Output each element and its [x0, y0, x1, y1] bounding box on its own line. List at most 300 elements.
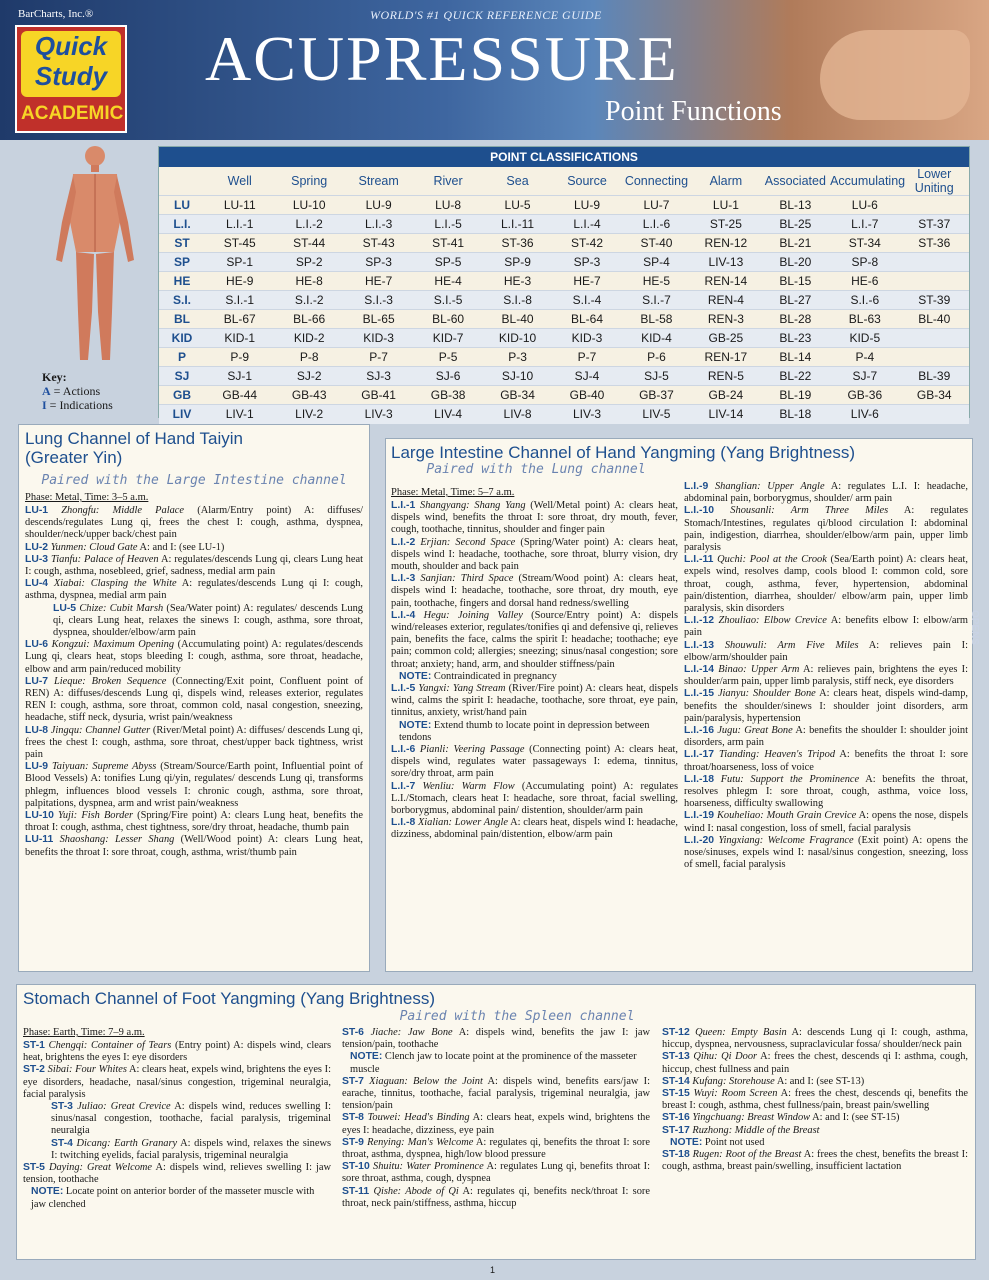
- point-entry: [25, 761, 363, 810]
- table-cell: LU-11: [205, 196, 274, 215]
- point-name: Renying: Man's Welcome: [367, 1136, 474, 1148]
- publisher-name: BarCharts, Inc.®: [18, 8, 94, 20]
- point-name: Xialian: Lower Angle: [417, 817, 508, 829]
- point-code: LU-4: [25, 578, 49, 590]
- point-text: A: dispels wind, benefits the jaw I: jaw tension/pain, toothache: [342, 1027, 650, 1051]
- point-name: Xiaguan: Below the Joint: [369, 1075, 483, 1087]
- row-header: HE: [159, 272, 205, 291]
- table-cell: LIV-3: [552, 405, 621, 424]
- table-cell: ST-42: [552, 234, 621, 253]
- table-cell: HE-8: [274, 272, 343, 291]
- key-i-letter: I: [42, 398, 47, 412]
- key-a-text: = Actions: [50, 384, 101, 398]
- table-cell: SJ-4: [552, 367, 621, 386]
- table-cell: [900, 329, 969, 348]
- table-cell: BL-23: [761, 329, 830, 348]
- point-text: A: benefits the throat, resolves phlegm I: sore throat, cough, asthma, voice loss, hoarseness, difficulty swallowing: [684, 773, 968, 810]
- point-text: (Accumulating point) A: regulates L.I./Stomach, clears heat I: headache, sore throat, facial swelling, borborygmus, abdominal pain/ distention, shoulder/arm pain: [391, 780, 678, 817]
- point-code: L.I.-19: [684, 810, 715, 822]
- table-cell: KID-4: [622, 329, 691, 348]
- point-entry: [342, 1027, 650, 1051]
- table-row: [159, 196, 969, 215]
- table-cell: BL-67: [205, 310, 274, 329]
- table-cell: BL-25: [761, 215, 830, 234]
- point-code: L.I.-14: [684, 664, 715, 676]
- point-name: Yingxiang: Welcome Fragrance: [718, 834, 854, 846]
- point-code: LU-8: [25, 724, 49, 736]
- table-cell: L.I.-7: [830, 215, 899, 234]
- point-text: A: opens the nose, dispels wind I: nasal congestion, loss of smell, facial paralysis: [684, 810, 969, 834]
- point-code: ST-13: [662, 1051, 690, 1063]
- point-code: L.I.-10: [684, 505, 715, 517]
- stomach-column-1: [23, 1023, 331, 1211]
- table-cell: L.I.-1: [205, 215, 274, 234]
- point-space: [714, 640, 725, 651]
- point-text: A: dispels wind, benefits ears/jaw I: earache, tinnitus, toothache, facial paralysis, trigeminal neuralgia, jaw tension/pain: [342, 1075, 650, 1112]
- table-cell: BL-15: [761, 272, 830, 291]
- stomach-column-3: [662, 1027, 968, 1173]
- table-cell: S.I.-3: [344, 291, 413, 310]
- point-entry: [342, 1112, 650, 1136]
- point-name: Jingqu: Channel Gutter: [50, 724, 151, 736]
- point-text: A: regulates Stomach/Intestines, regulates qi/blood circulation I: abdominal pain, indigestion, diarrhea, shoulder/elbow/arm pain, upper limb paralysis: [684, 505, 968, 554]
- table-cell: LU-7: [622, 196, 691, 215]
- row-header: LU: [159, 196, 205, 215]
- note-item: [391, 671, 678, 683]
- stomach-column-2: [342, 1027, 650, 1210]
- table-cell: L.I.-11: [483, 215, 552, 234]
- point-entry: [23, 1064, 331, 1101]
- table-cell: ST-36: [483, 234, 552, 253]
- point-code: L.I.-4: [391, 609, 416, 621]
- table-cell: GB-41: [344, 386, 413, 405]
- point-text: A: benefits elbow I: elbow/arm pain: [684, 615, 968, 639]
- key-legend: [42, 370, 113, 412]
- table-cell: REN-12: [691, 234, 760, 253]
- table-cell: HE-5: [622, 272, 691, 291]
- point-text: A: frees the chest, descends qi I: asthma, cough, hiccup, chest fullness and pain: [662, 1051, 968, 1075]
- table-cell: S.I.-8: [483, 291, 552, 310]
- lung-paired: Paired with the Large Intestine channel: [41, 473, 347, 488]
- table-cell: SJ-6: [413, 367, 482, 386]
- point-entry: [662, 1112, 968, 1124]
- point-text: (Spring/Fire point) A: clears Lung heat, benefits the throat I: cough, asthma, chest tightness, sore/dry throat, headache, thumb pain: [25, 810, 363, 834]
- table-cell: BL-13: [761, 196, 830, 215]
- note-item: [23, 1186, 331, 1210]
- table-cell: KID-2: [274, 329, 343, 348]
- table-cell: SP-1: [205, 253, 274, 272]
- li-paired: Paired with the Lung channel: [426, 462, 646, 477]
- column-header: Accumulating: [830, 174, 906, 188]
- table-cell: SJ-1: [205, 367, 274, 386]
- point-name: Zhongfu: Middle Palace: [61, 505, 185, 516]
- table-row: [159, 367, 969, 386]
- point-code: ST-1: [23, 1040, 45, 1051]
- page-title: ACUPRESSURE: [205, 23, 679, 94]
- table-cell: BL-21: [761, 234, 830, 253]
- table-cell: P-7: [344, 348, 413, 367]
- table-cell: HE-7: [552, 272, 621, 291]
- li-column-1: [391, 483, 678, 842]
- table-cell: P-5: [413, 348, 482, 367]
- table-cell: LIV-4: [413, 405, 482, 424]
- point-text: A: clears heat, expels wind, brightens the eyes I: headache, dizziness, eye pain: [342, 1112, 650, 1136]
- point-text: (Source/Entry point) A: dispels wind/releases exterior, regulates/tonifies qi and defensive qi, relieves pain, benefits the face, calms the spirit I: headache; toothache; eye pain; common cold; allergies; sneezing; sinus/nasal congestion; sore throat; anxiety; hand, arm, and shoulder stiffness/pain: [391, 609, 678, 670]
- point-entry: [23, 1138, 331, 1162]
- point-entry: [684, 725, 968, 749]
- point-text: A: dispels wind, reduces swelling I: sinus/nasal congestion, toothache, facial paralysis, trigeminal neuralgia: [51, 1101, 332, 1137]
- table-cell: LU-9: [552, 196, 621, 215]
- point-code: ST-3: [51, 1101, 73, 1113]
- point-space: [415, 610, 423, 621]
- point-name: Kufang: Storehouse: [692, 1075, 775, 1087]
- point-text: A: regulates qi, benefits neck/throat I: sore throat, neck pain/stiffness, asthma, hiccup: [342, 1185, 650, 1209]
- table-cell: SP-4: [622, 253, 691, 272]
- table-row: [159, 272, 969, 291]
- table-cell: SP-3: [344, 253, 413, 272]
- table-cell: SJ-10: [483, 367, 552, 386]
- column-header: River: [433, 174, 463, 188]
- stomach-phase: Phase: Earth, Time: 7–9 a.m.: [23, 1027, 145, 1038]
- point-code: L.I.-6: [391, 744, 416, 756]
- classifications-title: POINT CLASSIFICATIONS: [159, 147, 969, 167]
- point-name: Tianfu: Palace of Heaven: [51, 553, 159, 565]
- point-space: [714, 774, 721, 785]
- table-row: [159, 215, 969, 234]
- point-name: Kouheliao: Mouth Grain Crevice: [716, 810, 857, 822]
- column-header: Stream: [358, 174, 399, 188]
- point-name: Sibai: Four Whites: [47, 1064, 127, 1076]
- row-header: SP: [159, 253, 205, 272]
- lung-phase: Phase: Metal, Time: 3–5 a.m.: [25, 492, 149, 503]
- note-label: NOTE:: [399, 719, 432, 731]
- point-text: A: clears heat, dispels wind-damp, benefits the shoulder/sinews I: shoulder joint disorders, arm pain/paralysis, hypertension: [684, 688, 968, 724]
- table-row: [159, 329, 969, 348]
- table-cell: LIV-14: [691, 405, 760, 424]
- table-cell: KID-1: [205, 329, 274, 348]
- point-name: Pianli: Veering Passage: [419, 744, 525, 756]
- table-cell: LU-1: [691, 196, 760, 215]
- table-cell: L.I.-2: [274, 215, 343, 234]
- table-cell: SP-9: [483, 253, 552, 272]
- table-cell: HE-6: [830, 272, 899, 291]
- note-label: NOTE:: [31, 1186, 64, 1198]
- table-cell: P-8: [274, 348, 343, 367]
- point-code: LU-6: [25, 639, 49, 651]
- table-cell: ST-37: [900, 215, 969, 234]
- page-subtitle: Point Functions: [605, 96, 782, 127]
- point-entry: [25, 578, 363, 602]
- point-entry: [391, 500, 678, 537]
- point-code: LU-10: [25, 810, 54, 822]
- row-header: P: [159, 348, 205, 367]
- point-name: Shuitu: Water Prominence: [373, 1161, 484, 1173]
- point-code: ST-14: [662, 1075, 690, 1087]
- row-header: S.I.: [159, 291, 205, 310]
- table-cell: SP-3: [552, 253, 621, 272]
- point-code: ST-12: [662, 1027, 690, 1038]
- column-header: Associated: [764, 174, 826, 188]
- key-i-text: = Indications: [46, 398, 113, 412]
- point-entry: [23, 1162, 331, 1186]
- table-cell: GB-37: [622, 386, 691, 405]
- point-text: A: regulates Lung qi, benefits throat I: sore throat, asthma, cough, dyspnea: [342, 1161, 651, 1185]
- table-cell: LIV-3: [344, 405, 413, 424]
- point-name: Chengqi: Container of Tears: [48, 1040, 172, 1051]
- table-cell: L.I.-5: [413, 215, 482, 234]
- point-name: Yingchuang: Breast Window: [692, 1112, 811, 1124]
- point-text: A: relieves pain I: elbow/arm/shoulder pain: [684, 639, 968, 663]
- point-entry: [25, 639, 363, 676]
- table-cell: LIV-2: [274, 405, 343, 424]
- point-code: L.I.-5: [391, 683, 416, 695]
- table-cell: LIV-1: [205, 405, 274, 424]
- logo-line1: Quick: [34, 31, 108, 61]
- point-name: Erjian: Second Space: [420, 536, 516, 548]
- point-code: L.I.-18: [684, 773, 715, 785]
- point-entry: [662, 1088, 968, 1112]
- table-cell: LIV-8: [483, 405, 552, 424]
- point-entry: [23, 1101, 331, 1138]
- table-cell: GB-34: [483, 386, 552, 405]
- table-cell: GB-34: [900, 386, 969, 405]
- table-cell: KID-7: [413, 329, 482, 348]
- point-code: ST-4: [51, 1137, 73, 1149]
- point-text: A: benefits the throat I: sore throat/hoarseness, loss of voice: [684, 749, 968, 773]
- point-code: ST-18: [662, 1149, 690, 1161]
- point-code: ST-15: [662, 1088, 690, 1100]
- point-entry: [342, 1076, 650, 1113]
- point-name: Touwei: Head's Binding: [367, 1112, 470, 1124]
- table-row: [159, 291, 969, 310]
- point-name: Qihu: Qi Door: [693, 1051, 758, 1063]
- table-cell: L.I.-3: [344, 215, 413, 234]
- point-text: A: clears heat, expels wind, brightens the eyes I: eye disorders, headache, nasal/sinus congestion, trigeminal neuralgia, facial paralysis: [23, 1064, 331, 1100]
- table-cell: BL-27: [761, 291, 830, 310]
- key-label: Key:: [42, 370, 67, 384]
- table-cell: BL-40: [483, 310, 552, 329]
- table-cell: ST-36: [900, 234, 969, 253]
- point-code: L.I.-1: [391, 500, 416, 511]
- point-code: LU-11: [25, 834, 54, 846]
- point-text: A: relieves pain, brightens the eyes I: shoulder/arm pain, upper limb paralysis, stiff neck, eye disorders: [684, 664, 968, 688]
- point-code: ST-16: [662, 1112, 690, 1124]
- point-name: Yunmen: Cloud Gate: [50, 541, 138, 553]
- point-entry: [391, 537, 678, 574]
- point-name: Queen: Empty Basin: [695, 1027, 787, 1038]
- point-name: Sanjian: Third Space: [420, 573, 514, 585]
- table-cell: GB-43: [274, 386, 343, 405]
- point-space: [708, 481, 715, 492]
- table-cell: L.I.-4: [552, 215, 621, 234]
- point-code: L.I.-3: [391, 573, 416, 585]
- point-code: ST-10: [342, 1161, 370, 1173]
- table-cell: GB-38: [413, 386, 482, 405]
- point-name: Quchi: Pool at the Crook: [717, 554, 827, 566]
- point-name: Shousanli: Arm Three Miles: [730, 505, 889, 517]
- note-text: Point not used: [702, 1136, 765, 1148]
- point-code: LU-3: [25, 553, 49, 565]
- table-cell: ST-43: [344, 234, 413, 253]
- table-cell: ST-45: [205, 234, 274, 253]
- table-cell: HE-3: [483, 272, 552, 291]
- table-cell: KID-10: [483, 329, 552, 348]
- row-header: SJ: [159, 367, 205, 386]
- row-header: KID: [159, 329, 205, 348]
- table-cell: HE-4: [413, 272, 482, 291]
- table-cell: LU-6: [830, 196, 899, 215]
- point-entry: [342, 1137, 650, 1161]
- point-name: Ruzhong: Middle of the Breast: [692, 1124, 820, 1136]
- point-text: A: benefits the shoulder I: shoulder joint disorders, arm pain: [684, 725, 968, 749]
- table-cell: ST-25: [691, 215, 760, 234]
- table-cell: LU-8: [413, 196, 482, 215]
- point-text: (Alarm/Entry point) A: diffuses/ descends/regulates Lung qi, frees the chest I: cough, asthma, dyspnea, shoulder/neck/upper back/chest pain: [25, 505, 363, 541]
- logo-academic: ACADEMIC: [21, 103, 124, 124]
- table-cell: GB-44: [205, 386, 274, 405]
- point-text: A: regulates L.I. I: headache, abdominal pain, borborygmus, shoulder/ arm pain: [684, 481, 968, 505]
- header-banner: [0, 0, 989, 140]
- point-code: ST-6: [342, 1027, 364, 1038]
- point-name: Binao: Upper Arm: [718, 664, 800, 676]
- point-code: LU-7: [25, 675, 49, 687]
- point-code: L.I.-8: [391, 817, 416, 829]
- point-text: (Well/Wood point) A: clears Lung heat, benefits the throat I: sore throat, cough, asthma, wrist/thumb pain: [25, 834, 364, 858]
- table-cell: P-4: [830, 348, 899, 367]
- note-item: [342, 1051, 650, 1075]
- point-classifications-table: [158, 146, 970, 422]
- table-cell: REN-14: [691, 272, 760, 291]
- point-space: [48, 505, 61, 516]
- page-number: 1: [490, 1265, 496, 1275]
- note-label: NOTE:: [670, 1136, 703, 1148]
- column-header: Alarm: [709, 174, 743, 188]
- point-code: ST-8: [342, 1112, 364, 1124]
- point-name: Lieque: Broken Sequence: [54, 675, 167, 687]
- table-cell: BL-60: [413, 310, 482, 329]
- point-space: [364, 1027, 371, 1038]
- point-text: A: regulates/descends Lung qi I: cough, asthma, dyspnea, medial arm pain: [25, 578, 364, 602]
- table-cell: BL-14: [761, 348, 830, 367]
- column-header: Source: [567, 174, 607, 188]
- table-cell: BL-22: [761, 367, 830, 386]
- point-entry: [23, 1040, 331, 1064]
- side-label: OPENS: [969, 610, 980, 646]
- point-text: (Stream/Source/Earth point, Influential point of Blood Vessels) A: tonifies Lung qi/yin, regulates/ descends Lung qi, transforms phlegm, influences blood vessels I: chronic cough, asthma, sore throat, palpitations, dyspnea, arm and wrist pain/weakness: [25, 761, 363, 809]
- point-entry: [25, 505, 363, 542]
- point-code: L.I.-20: [684, 834, 715, 846]
- row-header: BL: [159, 310, 205, 329]
- table-cell: SP-8: [830, 253, 899, 272]
- point-entry: [684, 749, 968, 773]
- table-cell: ST-44: [274, 234, 343, 253]
- point-text: A: dispels wind, relaxes the sinews I: twitching eyelids, facial paralysis, trigeminal neuralgia: [51, 1137, 332, 1161]
- note-text: Clench jaw to locate point at the prominence of the masseter muscle: [350, 1051, 637, 1075]
- table-cell: GB-36: [830, 386, 899, 405]
- table-cell: SJ-2: [274, 367, 343, 386]
- point-name: Juliao: Great Crevice: [77, 1101, 171, 1113]
- point-name: Shangyang: Shang Yang: [420, 500, 526, 511]
- table-cell: SJ-7: [830, 367, 899, 386]
- point-text: A: dispels wind, relieves swelling I: jaw tension, toothache: [23, 1162, 331, 1186]
- point-name: Qishe: Abode of Qi: [373, 1185, 459, 1197]
- point-code: LU-2: [25, 541, 49, 553]
- point-text: A: regulates qi, benefits the throat I: sore throat, asthma, dyspnea, high/low blood pressure: [342, 1136, 650, 1161]
- point-name: Dicang: Earth Granary: [76, 1137, 178, 1149]
- note-text: Extend thumb to locate point in depression between tendons: [399, 719, 650, 743]
- point-entry: [391, 781, 678, 818]
- table-cell: KID-3: [344, 329, 413, 348]
- table-cell: [900, 348, 969, 367]
- point-text: A: frees the chest, benefits the breast I: cough, asthma, breast pain/swelling, insufficient lactation: [662, 1149, 968, 1173]
- table-cell: ST-41: [413, 234, 482, 253]
- point-text: (Entry point) A: dispels wind, clears heat, brightens the eyes I: eye disorders: [23, 1040, 331, 1064]
- table-cell: SJ-3: [344, 367, 413, 386]
- point-text: (Connecting/Exit point, Confluent point of REN) A: diffuses/descends Lung qi, dispels wind, releases exterior, regulates REN I: cough, asthma, sore throat, common cold, nasal congestion, sneezing, headache, stiff neck, dysuria, wrist pain/weakness: [25, 675, 363, 724]
- point-code: L.I.-13: [684, 639, 715, 651]
- point-code: L.I.-17: [684, 749, 715, 761]
- point-entry: [684, 640, 968, 664]
- stomach-channel-panel: [16, 984, 976, 1260]
- point-name: Rugen: Root of the Breast: [692, 1149, 802, 1161]
- table-cell: [900, 272, 969, 291]
- table-row: [159, 234, 969, 253]
- table-cell: LU-5: [483, 196, 552, 215]
- point-name: Jianyu: Shoulder Bone: [717, 688, 816, 700]
- point-entry: [391, 817, 678, 841]
- table-cell: SP-5: [413, 253, 482, 272]
- table-cell: BL-64: [552, 310, 621, 329]
- table-row: [159, 253, 969, 272]
- note-label: NOTE:: [399, 670, 432, 682]
- point-entry: [662, 1149, 968, 1173]
- table-cell: P-7: [552, 348, 621, 367]
- point-entry: [662, 1027, 968, 1051]
- li-channel-title: Large Intestine Channel of Hand Yangming (Yang Brightness): [391, 443, 856, 462]
- table-cell: SP-2: [274, 253, 343, 272]
- point-text: (River/Metal point) A: diffuses/ descends Lung qi, frees the chest I: cough, asthma, sore throat, chest/upper back tightness, wrist pain: [25, 724, 363, 761]
- li-column-2: [684, 481, 968, 872]
- table-cell: SJ-5: [622, 367, 691, 386]
- row-header: LIV: [159, 405, 205, 424]
- table-cell: L.I.-6: [622, 215, 691, 234]
- table-row: [159, 310, 969, 329]
- table-cell: S.I.-1: [205, 291, 274, 310]
- note-text: Contraindicated in pregnancy: [431, 670, 557, 682]
- table-cell: S.I.-2: [274, 291, 343, 310]
- table-cell: [900, 253, 969, 272]
- table-cell: BL-40: [900, 310, 969, 329]
- table-cell: ST-34: [830, 234, 899, 253]
- table-cell: [900, 405, 969, 424]
- point-code: L.I.-9: [684, 481, 709, 492]
- table-row: [159, 386, 969, 405]
- point-entry: [684, 554, 968, 615]
- table-cell: BL-28: [761, 310, 830, 329]
- point-entry: [25, 542, 363, 554]
- point-name: Taiyuan: Supreme Abyss: [51, 761, 157, 773]
- table-cell: REN-17: [691, 348, 760, 367]
- point-entry: [25, 603, 363, 640]
- lung-channel-panel: [18, 424, 370, 972]
- point-code: ST-5: [23, 1162, 45, 1174]
- lung-channel-title: Lung Channel of Hand Taiyin (Greater Yin): [25, 429, 244, 467]
- point-name: Shouwuli: Arm Five Miles: [724, 639, 859, 651]
- point-text: (Well/Metal point) A: clears heat, dispels wind, benefits the throat I: sore throat, dry mouth, fever, cough, toothache, tinnitus, shoulder and finger pain: [391, 500, 678, 536]
- note-item: [391, 720, 678, 744]
- point-code: L.I.-11: [684, 554, 714, 566]
- point-text: A: and I: (see LU-1): [137, 541, 225, 553]
